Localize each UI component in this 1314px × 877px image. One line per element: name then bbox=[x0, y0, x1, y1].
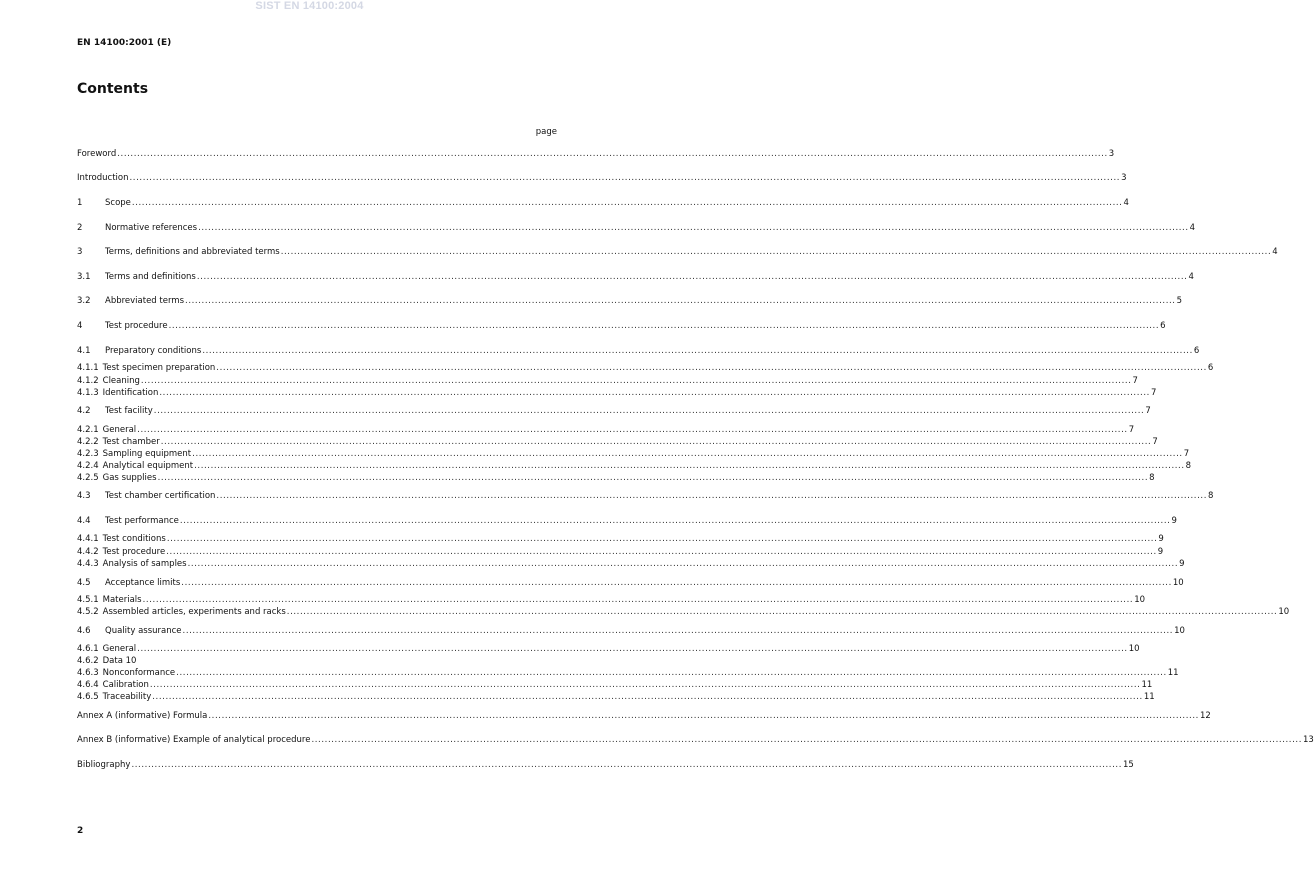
toc-entry-label bbox=[77, 246, 280, 258]
toc-entry-page: 7 bbox=[1150, 388, 1157, 398]
toc-dot-leader: ............................................................................................................................................................................................................................................................................................................ bbox=[192, 449, 1183, 459]
toc-dot-leader: ............................................................................................................................................................................................................................................................................................................ bbox=[187, 559, 1179, 569]
toc-dot-leader: ............................................................................................................................................................................................................................................................................................................ bbox=[166, 547, 1157, 557]
toc-entry[interactable] bbox=[77, 345, 1200, 357]
toc-entry-number: 4.2.3 bbox=[77, 449, 99, 459]
toc-entry[interactable] bbox=[77, 734, 1314, 746]
toc-entry[interactable] bbox=[77, 515, 1177, 527]
toc-entry-number: 4.6.2 bbox=[77, 656, 99, 666]
toc-entry-title: Abbreviated terms bbox=[105, 296, 185, 306]
toc-entry-number: 4.2.4 bbox=[77, 461, 99, 471]
toc-entry[interactable] bbox=[77, 679, 1153, 691]
document-id: EN 14100:2001 (E) bbox=[77, 38, 172, 48]
toc-entry-label bbox=[77, 594, 142, 606]
toc-dot-leader: ............................................................................................................................................................................................................................................................................................................ bbox=[179, 516, 1171, 526]
toc-entry[interactable] bbox=[77, 472, 1155, 484]
toc-entry-title: Scope bbox=[105, 198, 131, 208]
toc-entry-number: 3.1 bbox=[77, 272, 91, 282]
toc-entry-number: 4.6 bbox=[77, 626, 91, 636]
toc-entry-page: 7 bbox=[1145, 406, 1151, 416]
toc-entry-label bbox=[77, 625, 182, 637]
toc-entry-page: 3 bbox=[1108, 149, 1115, 159]
toc-entry-label bbox=[77, 148, 116, 160]
toc-entry-title: Cleaning bbox=[102, 376, 140, 386]
toc-entry-page: 13 bbox=[1303, 735, 1314, 745]
toc-entry-label bbox=[77, 606, 286, 618]
watermark: SIST EN 14100:2004 bbox=[255, 0, 364, 12]
toc-entry-label bbox=[77, 558, 187, 570]
toc-entry-page: 9 bbox=[1158, 534, 1164, 544]
toc-entry-number: 4.2.5 bbox=[77, 473, 99, 483]
toc-entry[interactable] bbox=[77, 320, 1166, 332]
toc-entry-title: Gas supplies bbox=[102, 473, 157, 483]
toc-entry-title: Annex B (informative) Example of analytical procedure bbox=[77, 735, 311, 745]
toc-entry-label bbox=[77, 515, 179, 527]
toc-dot-leader: ............................................................................................................................................................................................................................................................................................................ bbox=[194, 461, 1185, 471]
toc-entry[interactable] bbox=[77, 759, 1134, 771]
toc-entry-label bbox=[77, 577, 180, 589]
toc-entry-title: Test chamber bbox=[102, 437, 160, 447]
toc-dot-leader: ............................................................................................................................................................................................................................................................................................................ bbox=[152, 692, 1143, 702]
toc-entry-label bbox=[77, 460, 193, 472]
toc-entry-label bbox=[77, 320, 168, 332]
toc-entry-page: 9 bbox=[1157, 547, 1164, 557]
toc-entry[interactable] bbox=[77, 710, 1211, 722]
toc-entry[interactable] bbox=[77, 375, 1138, 387]
toc-entry-page: 8 bbox=[1185, 461, 1192, 471]
toc-entry-title: Terms, definitions and abbreviated terms bbox=[105, 247, 280, 257]
toc-entry-page: 4 bbox=[1188, 272, 1194, 282]
toc-entry-number: 4.2.1 bbox=[77, 425, 99, 435]
toc-entry-title: General bbox=[102, 644, 137, 654]
toc-entry[interactable] bbox=[77, 172, 1127, 184]
toc-dot-leader: ............................................................................................................................................................................................................................................................................................................ bbox=[131, 760, 1123, 770]
toc-entry[interactable] bbox=[77, 424, 1135, 436]
toc-entry-label bbox=[77, 546, 165, 558]
toc-dot-leader: ............................................................................................................................................................................................................................................................................................................ bbox=[198, 223, 1189, 233]
page-column-label: page bbox=[535, 127, 557, 137]
toc-entry-label bbox=[77, 490, 215, 502]
toc-entry-label bbox=[77, 436, 160, 448]
toc-entry[interactable] bbox=[77, 295, 1183, 307]
toc-entry-number: 4.6.4 bbox=[77, 680, 99, 690]
toc-entry-page: 4 bbox=[1189, 223, 1196, 233]
toc-entry-title: Quality assurance bbox=[105, 626, 182, 636]
toc-entry[interactable] bbox=[77, 405, 1151, 417]
toc-entry-number: 4.1 bbox=[77, 346, 91, 356]
toc-entry-title: Materials bbox=[102, 595, 142, 605]
toc-entry-page: 10 bbox=[1172, 578, 1184, 588]
toc-entry-label bbox=[77, 375, 140, 387]
toc-entry[interactable] bbox=[77, 594, 1146, 606]
toc-entry-page: 7 bbox=[1132, 376, 1138, 386]
toc-entry-number: 4.2.2 bbox=[77, 437, 99, 447]
toc-entry-page: 10 bbox=[1174, 626, 1185, 636]
toc-dot-leader: ............................................................................................................................................................................................................................................................................................................ bbox=[166, 534, 1158, 544]
toc-entry[interactable] bbox=[77, 148, 1115, 160]
toc-entry[interactable] bbox=[77, 271, 1194, 283]
toc-entry-number: 4.6.5 bbox=[77, 692, 99, 702]
toc-entry[interactable] bbox=[77, 362, 1214, 374]
toc-entry[interactable] bbox=[77, 448, 1190, 460]
toc-entry-number: 4 bbox=[77, 321, 83, 331]
toc-entry-number: 4.4.1 bbox=[77, 534, 99, 544]
toc-entry-page: 8 bbox=[1149, 473, 1155, 483]
toc-entry-label bbox=[77, 295, 184, 307]
toc-entry-number: 4.6.3 bbox=[77, 668, 99, 678]
toc-entry-label bbox=[77, 387, 158, 399]
toc-entry-title: Calibration bbox=[102, 680, 149, 690]
toc-dot-leader: ............................................................................................................................................................................................................................................................................................................ bbox=[142, 595, 1134, 605]
toc-dot-leader: ............................................................................................................................................................................................................................................................................................................ bbox=[137, 644, 1128, 654]
toc-dot-leader: ............................................................................................................................................................................................................................................................................................................ bbox=[208, 711, 1199, 721]
toc-entry-number: 4.5.1 bbox=[77, 595, 99, 605]
toc-dot-leader: ............................................................................................................................................................................................................................................................................................................ bbox=[117, 149, 1108, 159]
toc-entry-number: 4.1.3 bbox=[77, 388, 99, 398]
toc-dot-leader: ............................................................................................................................................................................................................................................................................................................ bbox=[160, 437, 1152, 447]
toc-entry-page: 10 bbox=[1128, 644, 1140, 654]
toc-dot-leader: ............................................................................................................................................................................................................................................................................................................ bbox=[216, 491, 1207, 501]
toc-entry-number: 4.4.3 bbox=[77, 559, 99, 569]
toc-entry-title: Assembled articles, experiments and racks bbox=[102, 607, 286, 617]
toc-entry-number: 4.5 bbox=[77, 578, 91, 588]
toc-entry[interactable] bbox=[77, 533, 1164, 545]
toc-dot-leader: ............................................................................................................................................................................................................................................................................................................ bbox=[129, 173, 1121, 183]
toc-entry-label bbox=[77, 691, 151, 703]
toc-dot-leader: ............................................................................................................................................................................................................................................................................................................ bbox=[159, 388, 1150, 398]
toc-entry-page: 6 bbox=[1207, 363, 1214, 373]
toc-entry-number: 4.1.2 bbox=[77, 376, 99, 386]
toc-entry-title: Test chamber certification bbox=[105, 491, 216, 501]
toc-entry-number: 2 bbox=[77, 223, 83, 233]
toc-entry-title: Test procedure bbox=[105, 321, 168, 331]
toc-entry-title: Test procedure bbox=[102, 547, 166, 557]
toc-entry[interactable] bbox=[77, 691, 1155, 703]
toc-entry-label bbox=[77, 655, 136, 667]
toc-entry-page: 10 bbox=[1278, 607, 1290, 617]
toc-entry-title: Bibliography bbox=[77, 760, 131, 770]
toc-entry-label bbox=[77, 172, 128, 184]
toc-entry-page: 9 bbox=[1171, 516, 1177, 526]
toc-dot-leader: ............................................................................................................................................................................................................................................................................................................ bbox=[216, 363, 1207, 373]
toc-entry-number: 4.5.2 bbox=[77, 607, 99, 617]
toc-entry-page: 3 bbox=[1121, 173, 1127, 183]
toc-entry-page: 6 bbox=[1160, 321, 1166, 331]
toc-entry[interactable] bbox=[77, 558, 1185, 570]
toc-entry-label bbox=[77, 710, 207, 722]
toc-entry-title: Test conditions bbox=[102, 534, 166, 544]
toc-entry-label bbox=[77, 533, 166, 545]
toc-entry[interactable] bbox=[77, 643, 1140, 655]
toc-entry-title: Acceptance limits bbox=[105, 578, 181, 588]
toc-entry-title: Introduction bbox=[77, 173, 129, 183]
toc-entry[interactable] bbox=[77, 625, 1185, 637]
toc-dot-leader: ............................................................................................................................................................................................................................................................................................................ bbox=[157, 473, 1149, 483]
toc-entry-title: Sampling equipment bbox=[102, 449, 192, 459]
toc-entry-label bbox=[77, 472, 157, 484]
toc-dot-leader: ............................................................................................................................................................................................................................................................................................................ bbox=[311, 735, 1303, 745]
toc-entry-page: 10 bbox=[1134, 595, 1146, 605]
toc-entry-number: 1 bbox=[77, 198, 83, 208]
toc-entry-title: Data 10 bbox=[102, 656, 137, 666]
toc-dot-leader: ............................................................................................................................................................................................................................................................................................................ bbox=[176, 668, 1167, 678]
toc-entry[interactable] bbox=[77, 222, 1196, 234]
toc-entry-number: 4.1.1 bbox=[77, 363, 99, 373]
toc-entry-page: 11 bbox=[1141, 680, 1153, 690]
toc-entry-label bbox=[77, 734, 310, 746]
toc-entry-label bbox=[77, 362, 215, 374]
toc-entry-label bbox=[77, 345, 201, 357]
page-number: 2 bbox=[77, 826, 84, 836]
toc-entry-label bbox=[77, 679, 149, 691]
toc-entry-page: 6 bbox=[1193, 346, 1200, 356]
toc-entry-page: 15 bbox=[1123, 760, 1134, 770]
toc-dot-leader: ............................................................................................................................................................................................................................................................................................................ bbox=[202, 346, 1193, 356]
toc-entry-page: 4 bbox=[1272, 247, 1278, 257]
toc-entry-title: Terms and definitions bbox=[105, 272, 196, 282]
toc-entry[interactable] bbox=[77, 197, 1129, 209]
toc-entry-title: Analysis of samples bbox=[102, 559, 187, 569]
toc-entry-label bbox=[77, 405, 153, 417]
toc-entry-label bbox=[77, 271, 196, 283]
toc-entry-page: 7 bbox=[1183, 449, 1190, 459]
toc-dot-leader: ............................................................................................................................................................................................................................................................................................................ bbox=[137, 425, 1128, 435]
toc-entry-page: 11 bbox=[1167, 668, 1179, 678]
toc-dot-leader: ............................................................................................................................................................................................................................................................................................................ bbox=[196, 272, 1188, 282]
toc-entry[interactable] bbox=[77, 387, 1157, 399]
toc-dot-leader: ............................................................................................................................................................................................................................................................................................................ bbox=[131, 198, 1123, 208]
page-title: Contents bbox=[77, 81, 149, 97]
toc-entry-title: Annex A (informative) Formula bbox=[77, 711, 208, 721]
toc-entry-page: 7 bbox=[1152, 437, 1158, 447]
toc-entry[interactable] bbox=[77, 606, 1290, 618]
toc-entry-number: 3.2 bbox=[77, 296, 91, 306]
toc-entry-label bbox=[77, 667, 175, 679]
toc-entry-label bbox=[77, 222, 197, 234]
toc-dot-leader: ............................................................................................................................................................................................................................................................................................................ bbox=[286, 607, 1278, 617]
toc-entry-label bbox=[77, 643, 136, 655]
toc-entry-page: 7 bbox=[1128, 425, 1135, 435]
toc-entry[interactable] bbox=[77, 460, 1192, 472]
toc-entry-title: Normative references bbox=[105, 223, 198, 233]
toc-dot-leader: ............................................................................................................................................................................................................................................................................................................ bbox=[181, 578, 1172, 588]
toc-entry-number: 4.3 bbox=[77, 491, 91, 501]
toc-dot-leader: ............................................................................................................................................................................................................................................................................................................ bbox=[182, 626, 1174, 636]
toc-entry-title: Test performance bbox=[105, 516, 179, 526]
toc-entry-title: Test facility bbox=[105, 406, 153, 416]
toc-entry-page: 5 bbox=[1176, 296, 1183, 306]
toc-entry-page: 9 bbox=[1179, 559, 1185, 569]
toc-dot-leader: ............................................................................................................................................................................................................................................................................................................ bbox=[153, 406, 1145, 416]
toc-dot-leader: ............................................................................................................................................................................................................................................................................................................ bbox=[140, 376, 1132, 386]
toc-entry-title: Nonconformance bbox=[102, 668, 176, 678]
toc-entry[interactable] bbox=[77, 246, 1278, 258]
toc-entry[interactable] bbox=[77, 667, 1179, 679]
toc-entry-number: 4.6.1 bbox=[77, 644, 99, 654]
toc-entry-number: 4.4 bbox=[77, 516, 91, 526]
toc-entry-title: Test specimen preparation bbox=[102, 363, 216, 373]
toc-entry-title: Foreword bbox=[77, 149, 117, 159]
toc-entry-page: 12 bbox=[1199, 711, 1211, 721]
toc-entry-number: 4.2 bbox=[77, 406, 91, 416]
toc-entry-title: Analytical equipment bbox=[102, 461, 194, 471]
toc-dot-leader: ............................................................................................................................................................................................................................................................................................................ bbox=[149, 680, 1141, 690]
toc-dot-leader: ............................................................................................................................................................................................................................................................................................................ bbox=[168, 321, 1160, 331]
toc-entry-label bbox=[77, 424, 136, 436]
toc-entry[interactable] bbox=[77, 490, 1214, 502]
toc-entry-page: 11 bbox=[1143, 692, 1155, 702]
toc-entry-page: 8 bbox=[1208, 491, 1214, 501]
toc-entry-title: Identification bbox=[102, 388, 159, 398]
toc-entry-label bbox=[77, 759, 130, 771]
toc-entry[interactable] bbox=[77, 546, 1164, 558]
toc-entry-label bbox=[77, 197, 131, 209]
toc-entry-title: General bbox=[102, 425, 137, 435]
toc-dot-leader: ............................................................................................................................................................................................................................................................................................................ bbox=[185, 296, 1176, 306]
toc-entry[interactable] bbox=[77, 577, 1184, 589]
toc-entry-title: Preparatory conditions bbox=[105, 346, 202, 356]
toc-entry[interactable] bbox=[77, 655, 557, 667]
toc-dot-leader: ............................................................................................................................................................................................................................................................................................................ bbox=[280, 247, 1272, 257]
toc-entry-title: Traceability bbox=[102, 692, 152, 702]
toc-entry-number: 3 bbox=[77, 247, 83, 257]
toc-entry[interactable] bbox=[77, 436, 1158, 448]
toc-entry-page: 4 bbox=[1123, 198, 1129, 208]
toc-entry-number: 4.4.2 bbox=[77, 547, 99, 557]
toc-entry-label bbox=[77, 448, 191, 460]
